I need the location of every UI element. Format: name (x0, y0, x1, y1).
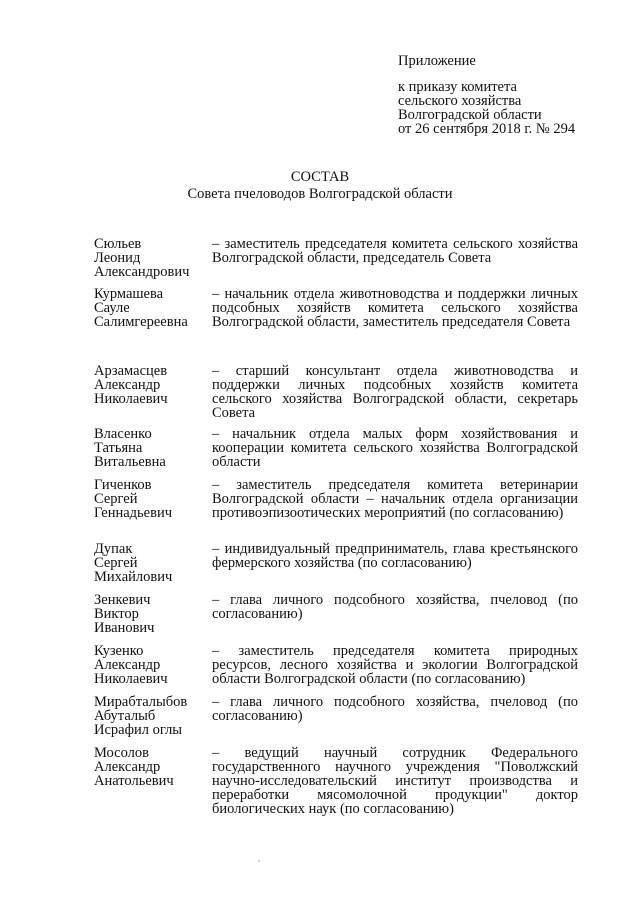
member-patronymic: Витальевна (94, 454, 166, 470)
member-patronymic: Салимгереевна (94, 314, 188, 330)
member-description: – заместитель председателя комитета сельского хозяйства Волгоградской области, председатель Совета (212, 236, 578, 266)
member-description: – индивидуальный предприниматель, глава крестьянского фермерского хозяйства (по согласованию) (212, 541, 578, 571)
document-title: СОСТАВ (290, 169, 350, 185)
member-name (94, 593, 206, 635)
member-first-name: Леонид (94, 250, 141, 266)
member-patronymic: Николаевич (94, 671, 168, 687)
member-name (94, 746, 206, 788)
scan-speck (258, 860, 260, 862)
appendix-line: сельского хозяйства (398, 93, 522, 109)
member-surname: Зенкевич (94, 592, 151, 608)
member-surname: Гиченков (94, 477, 152, 493)
member-first-name: Сергей (94, 491, 138, 507)
member-first-name: Александр (94, 759, 161, 775)
member-patronymic: Николаевич (94, 391, 168, 407)
member-description: – начальник отдела малых форм хозяйствования и кооперации комитета сельского хозяйства Волгоградской области (212, 426, 578, 470)
appendix-line: от 26 сентября 2018 г. № 294 (398, 121, 576, 137)
member-surname: Мосолов (94, 745, 149, 761)
member-first-name: Александр (94, 377, 161, 393)
member-name (94, 237, 206, 279)
member-description: – глава личного подсобного хозяйства, пчеловод (по согласованию) (212, 592, 578, 622)
member-description: – начальник отдела животноводства и поддержки личных подсобных хозяйств комитета сельского хозяйства Волгоградской области, заместитель председателя Совета (212, 286, 578, 330)
member-first-name: Абуталыб (94, 708, 156, 724)
appendix-line: к приказу комитета (398, 79, 517, 95)
member-surname: Власенко (94, 426, 152, 442)
member-name (94, 427, 206, 469)
member-surname: Курмашева (94, 286, 164, 302)
member-description: – заместитель председателя комитета природных ресурсов, лесного хозяйства и экологии Волгоградской области Волгоградской области (по согласованию) (212, 643, 578, 687)
member-description: – ведущий научный сотрудник Федерального государственного научного учреждения "Поволжский научно-исследовательский институт производства и переработки мясомолочной продукции" доктор биологических наук (по согласованию) (212, 745, 578, 817)
appendix-line: Волгоградской области (398, 107, 542, 123)
member-surname: Арзамасцев (94, 363, 168, 379)
member-name (94, 695, 206, 737)
member-name (94, 644, 206, 686)
member-first-name: Сергей (94, 555, 138, 571)
document-subtitle: Совета пчеловодов Волгоградской области (187, 186, 453, 202)
member-surname: Мирабталыбов (94, 694, 188, 710)
member-patronymic: Исрафил оглы (94, 722, 183, 738)
member-description: – старший консультант отдела животноводства и поддержки личных подсобных хозяйств комитета сельского хозяйства Волгоградской области, секретарь Совета (212, 363, 578, 421)
member-patronymic: Геннадьевич (94, 505, 172, 521)
member-name (94, 542, 206, 584)
member-description: – глава личного подсобного хозяйства, пчеловод (по согласованию) (212, 694, 578, 724)
member-description: – заместитель председателя комитета ветеринарии Волгоградской области – начальник отдела организации противоэпизоотических мероприятий (по согласованию) (212, 477, 578, 521)
member-patronymic: Иванович (94, 620, 155, 636)
member-surname: Сюльев (94, 236, 142, 252)
member-name (94, 478, 206, 520)
member-surname: Кузенко (94, 643, 144, 659)
member-name (94, 364, 206, 406)
member-first-name: Татьяна (94, 440, 143, 456)
member-first-name: Сауле (94, 300, 130, 316)
appendix-block (398, 54, 628, 136)
member-name (94, 287, 206, 329)
member-patronymic: Михайлович (94, 569, 173, 585)
member-patronymic: Анатольевич (94, 773, 174, 789)
appendix-title: Приложение (398, 53, 476, 69)
member-first-name: Александр (94, 657, 161, 673)
member-first-name: Виктор (94, 606, 139, 622)
member-patronymic: Александрович (94, 264, 190, 280)
member-surname: Дупак (94, 541, 133, 557)
